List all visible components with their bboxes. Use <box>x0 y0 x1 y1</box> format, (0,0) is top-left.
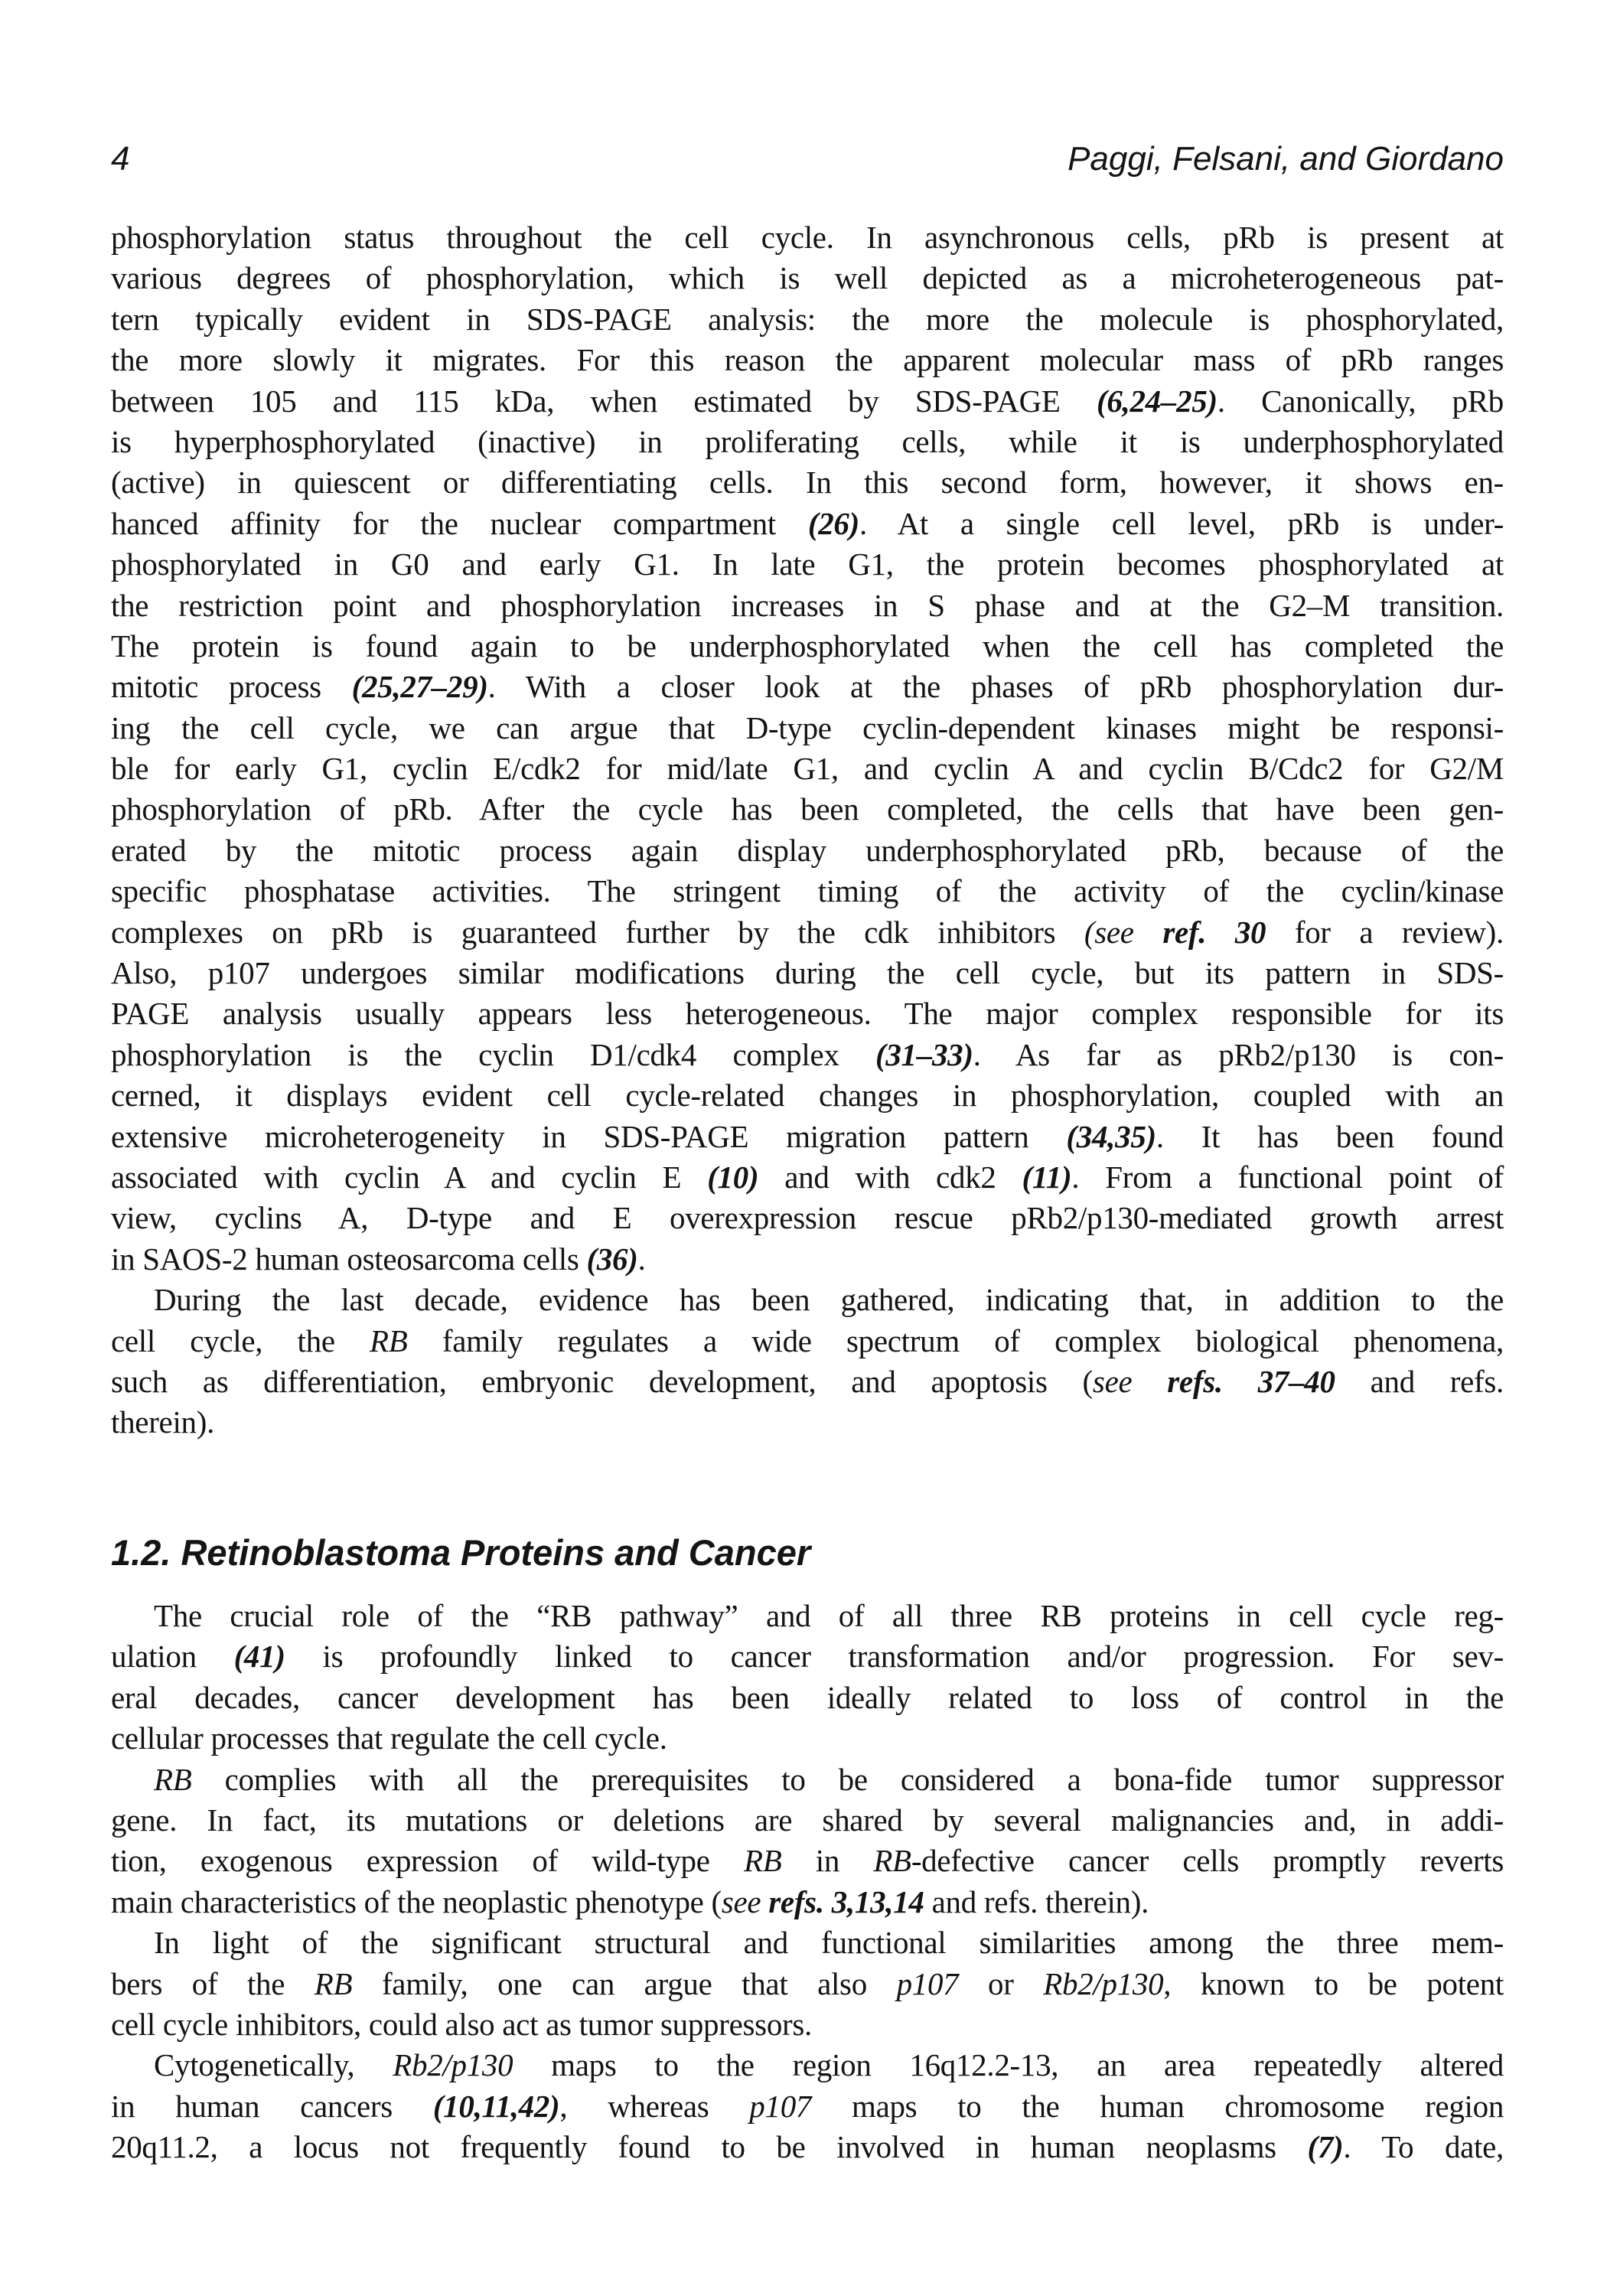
paragraph <box>111 1596 1504 1760</box>
text-segment: Rb2/p130 <box>393 2047 513 2083</box>
text-segment: In light of the significant structural and functional similarities among the three mem- <box>154 1925 1504 1961</box>
text-segment: see <box>1092 1363 1133 1399</box>
text-line <box>111 1402 1504 1443</box>
text-line <box>111 830 1504 871</box>
text-line <box>111 258 1504 298</box>
running-title: Paggi, Felsani, and Giordano <box>1068 140 1504 178</box>
text-segment: , whereas <box>559 2088 750 2124</box>
text-segment: in human cancers <box>111 2088 433 2124</box>
text-segment: . Canonically, pRb <box>1217 383 1504 419</box>
text-segment: tern typically evident in SDS-PAGE analysis: the more the molecule is phosphorylated, <box>111 301 1504 337</box>
text-line <box>111 1362 1504 1402</box>
reference-citation: refs. 3,13,14 <box>768 1883 924 1919</box>
text-segment: . From a functional point of <box>1071 1159 1504 1195</box>
text-line <box>111 1321 1504 1362</box>
reference-citation: (7) <box>1307 2129 1344 2165</box>
text-segment: (see <box>1084 914 1163 950</box>
text-segment: maps to the human chromosome region <box>811 2088 1504 2124</box>
text-line <box>111 1596 1504 1636</box>
text-segment: cellular processes that regulate the cell cycle. <box>111 1720 667 1756</box>
text-line <box>111 217 1504 258</box>
text-segment: phosphorylation is the cyclin D1/cdk4 complex <box>111 1036 875 1072</box>
text-segment: in <box>781 1843 874 1879</box>
text-segment: mitotic process <box>111 669 352 705</box>
text-line <box>111 1964 1504 2004</box>
text-line <box>111 748 1504 789</box>
text-segment: view, cyclins A, D-type and E overexpression rescue pRb2/p130-mediated growth arrest <box>111 1200 1504 1236</box>
text-segment: . At a single cell level, pRb is under- <box>859 505 1504 541</box>
text-segment: associated with cyclin A and cyclin E <box>111 1159 708 1195</box>
text-line <box>111 585 1504 626</box>
text-segment: therein). <box>111 1404 215 1440</box>
text-segment: p107 <box>749 2088 812 2124</box>
text-segment: 20q11.2, a locus not frequently found to be involved in human neoplasms <box>111 2129 1308 2165</box>
text-segment: main characteristics of the neoplastic phenotype ( <box>111 1883 722 1919</box>
text-segment: family regulates a wide spectrum of complex biological phenomena, <box>407 1322 1504 1358</box>
text-segment: various degrees of phosphorylation, which is well depicted as a microheterogeneous pat- <box>111 260 1504 296</box>
text-segment: and with cdk2 <box>758 1159 1022 1195</box>
text-segment: erated by the mitotic process again display underphosphorylated pRb, because of the <box>111 832 1504 868</box>
text-line <box>111 626 1504 667</box>
text-segment: PAGE analysis usually appears less heterogeneous. The major complex responsible for its <box>111 996 1504 1032</box>
text-line <box>111 2004 1504 2045</box>
text-line <box>111 1800 1504 1841</box>
text-segment: see <box>721 1883 761 1919</box>
text-segment: is profoundly linked to cancer transformation and/or progression. For sev- <box>285 1639 1504 1675</box>
text-segment: between 105 and 115 kDa, when estimated by SDS-PAGE <box>111 383 1097 419</box>
text-segment: the restriction point and phosphorylation increases in S phase and at the G2–M transition. <box>111 587 1504 623</box>
text-segment: hanced affinity for the nuclear compartment <box>111 505 808 541</box>
body-block-2 <box>111 1596 1504 2167</box>
text-line <box>111 544 1504 585</box>
text-line <box>111 1718 1504 1759</box>
text-line <box>111 1882 1504 1923</box>
paragraph <box>111 1280 1504 1443</box>
text-segment: maps to the region 16q12.2-13, an area repeatedly altered <box>513 2047 1504 2083</box>
paragraph <box>111 2045 1504 2167</box>
text-segment: bers of the <box>111 1965 315 2001</box>
body-block-1 <box>111 217 1504 1443</box>
reference-citation: (26) <box>807 505 859 541</box>
text-segment: . To date, <box>1343 2129 1504 2165</box>
text-line <box>111 462 1504 503</box>
text-segment: complies with all the prerequisites to be considered a bona-fide tumor suppressor <box>191 1761 1504 1797</box>
text-segment: cell cycle, the <box>111 1322 370 1358</box>
reference-citation: (41) <box>233 1639 285 1675</box>
text-segment: cerned, it displays evident cell cycle-related changes in phosphorylation, coupled with an <box>111 1078 1504 1114</box>
text-segment: in SAOS-2 human osteosarcoma cells <box>111 1241 587 1277</box>
text-segment: RB <box>743 1843 782 1879</box>
reference-citation: (34,35) <box>1066 1118 1156 1154</box>
text-segment: RB <box>314 1965 353 2001</box>
text-segment: phosphorylated in G0 and early G1. In late G1, the protein becomes phosphorylated at <box>111 546 1504 582</box>
text-line <box>111 422 1504 462</box>
text-line <box>111 708 1504 748</box>
text-segment: and refs. therein). <box>924 1883 1149 1919</box>
text-line <box>111 2127 1504 2167</box>
text-segment: family, one can argue that also <box>352 1965 897 2001</box>
reference-citation: (36) <box>586 1241 638 1277</box>
text-line <box>111 1841 1504 1881</box>
paragraph <box>111 217 1504 1280</box>
text-segment: or <box>958 1965 1044 2001</box>
text-segment: extensive microheterogeneity in SDS-PAGE migration pattern <box>111 1118 1067 1154</box>
text-segment: , known to be potent <box>1163 1965 1504 2001</box>
reference-citation: (10) <box>707 1159 759 1195</box>
text-segment: The crucial role of the “RB pathway” and of all three RB proteins in cell cycle reg- <box>154 1598 1504 1633</box>
text-segment: . It has been found <box>1156 1118 1504 1154</box>
reference-citation: refs. 37–40 <box>1167 1363 1335 1399</box>
page-number: 4 <box>111 140 130 178</box>
text-line <box>111 912 1504 953</box>
text-segment: RB <box>873 1843 911 1879</box>
text-segment: phosphorylation status throughout the cell cycle. In asynchronous cells, pRb is present at <box>111 220 1504 255</box>
text-segment: ble for early G1, cyclin E/cdk2 for mid/late G1, and cyclin A and cyclin B/Cdc2 for G2/M <box>111 751 1504 787</box>
text-line <box>111 1198 1504 1238</box>
text-segment: RB <box>154 1761 192 1797</box>
text-segment: specific phosphatase activities. The stringent timing of the activity of the cyclin/kinase <box>111 873 1504 909</box>
text-segment: (active) in quiescent or differentiating cells. In this second form, however, it shows en- <box>111 465 1504 501</box>
text-line <box>111 871 1504 912</box>
text-segment: . <box>637 1241 646 1277</box>
text-segment: cell cycle inhibitors, could also act as tumor suppressors. <box>111 2006 812 2042</box>
paragraph <box>111 1923 1504 2045</box>
text-segment: the more slowly it migrates. For this reason the apparent molecular mass of pRb ranges <box>111 342 1504 378</box>
text-line <box>111 1678 1504 1718</box>
text-line <box>111 381 1504 422</box>
text-line <box>111 1923 1504 1963</box>
paragraph <box>111 1760 1504 1923</box>
text-segment: The protein is found again to be underphosphorylated when the cell has completed the <box>111 628 1504 664</box>
text-line <box>111 340 1504 380</box>
text-line <box>111 953 1504 993</box>
text-segment <box>761 1884 768 1919</box>
text-line <box>111 1239 1504 1280</box>
text-segment: complexes on pRb is guaranteed further by the cdk inhibitors <box>111 914 1084 950</box>
section-heading: 1.2. Retinoblastoma Proteins and Cancer <box>111 1532 811 1573</box>
text-segment: is hyperphosphorylated (inactive) in proliferating cells, while it is underphosphorylated <box>111 423 1504 459</box>
reference-citation: (6,24–25) <box>1096 383 1217 419</box>
text-segment <box>1132 1364 1167 1399</box>
text-line <box>111 504 1504 544</box>
text-segment: Rb2/p130 <box>1043 1965 1164 2001</box>
text-segment: ing the cell cycle, we can argue that D-type cyclin-dependent kinases might be responsi- <box>111 709 1504 745</box>
text-segment: gene. In fact, its mutations or deletions are shared by several malignancies and, in addi- <box>111 1802 1504 1838</box>
text-segment: -defective cancer cells promptly reverts <box>911 1843 1504 1879</box>
text-line <box>111 2045 1504 2086</box>
page-header <box>111 140 1504 178</box>
text-segment: Cytogenetically, <box>154 2047 393 2083</box>
text-line <box>111 1075 1504 1116</box>
text-line <box>111 1280 1504 1320</box>
text-segment: p107 <box>896 1965 959 2001</box>
text-line <box>111 1035 1504 1075</box>
text-line <box>111 1760 1504 1800</box>
text-line <box>111 789 1504 830</box>
text-line <box>111 1636 1504 1677</box>
text-segment: ulation <box>111 1639 234 1675</box>
text-line <box>111 1157 1504 1198</box>
text-segment: . With a closer look at the phases of pRb phosphorylation dur- <box>487 669 1504 705</box>
text-segment: phosphorylation of pRb. After the cycle has been completed, the cells that have been gen- <box>111 791 1504 827</box>
reference-citation: (11) <box>1022 1159 1072 1195</box>
text-segment: for a review). <box>1266 914 1504 950</box>
text-segment: Also, p107 undergoes similar modifications during the cell cycle, but its pattern in SDS- <box>111 955 1504 991</box>
text-segment: such as differentiation, embryonic development, and apoptosis ( <box>111 1363 1093 1399</box>
text-line <box>111 1117 1504 1157</box>
reference-citation: ref. 30 <box>1162 914 1266 950</box>
text-segment: RB <box>370 1322 408 1358</box>
text-line <box>111 993 1504 1034</box>
text-segment: During the last decade, evidence has been gathered, indicating that, in addition to the <box>154 1282 1504 1318</box>
reference-citation: (10,11,42) <box>432 2088 560 2124</box>
text-segment: eral decades, cancer development has been ideally related to loss of control in the <box>111 1679 1504 1715</box>
text-segment: and refs. <box>1335 1363 1504 1399</box>
text-line <box>111 299 1504 340</box>
reference-citation: (25,27–29) <box>351 669 488 705</box>
text-line <box>111 2086 1504 2127</box>
reference-citation: (31–33) <box>875 1036 973 1072</box>
text-segment: . As far as pRb2/p130 is con- <box>973 1036 1504 1072</box>
text-segment: tion, exogenous expression of wild-type <box>111 1843 744 1879</box>
text-line <box>111 667 1504 707</box>
